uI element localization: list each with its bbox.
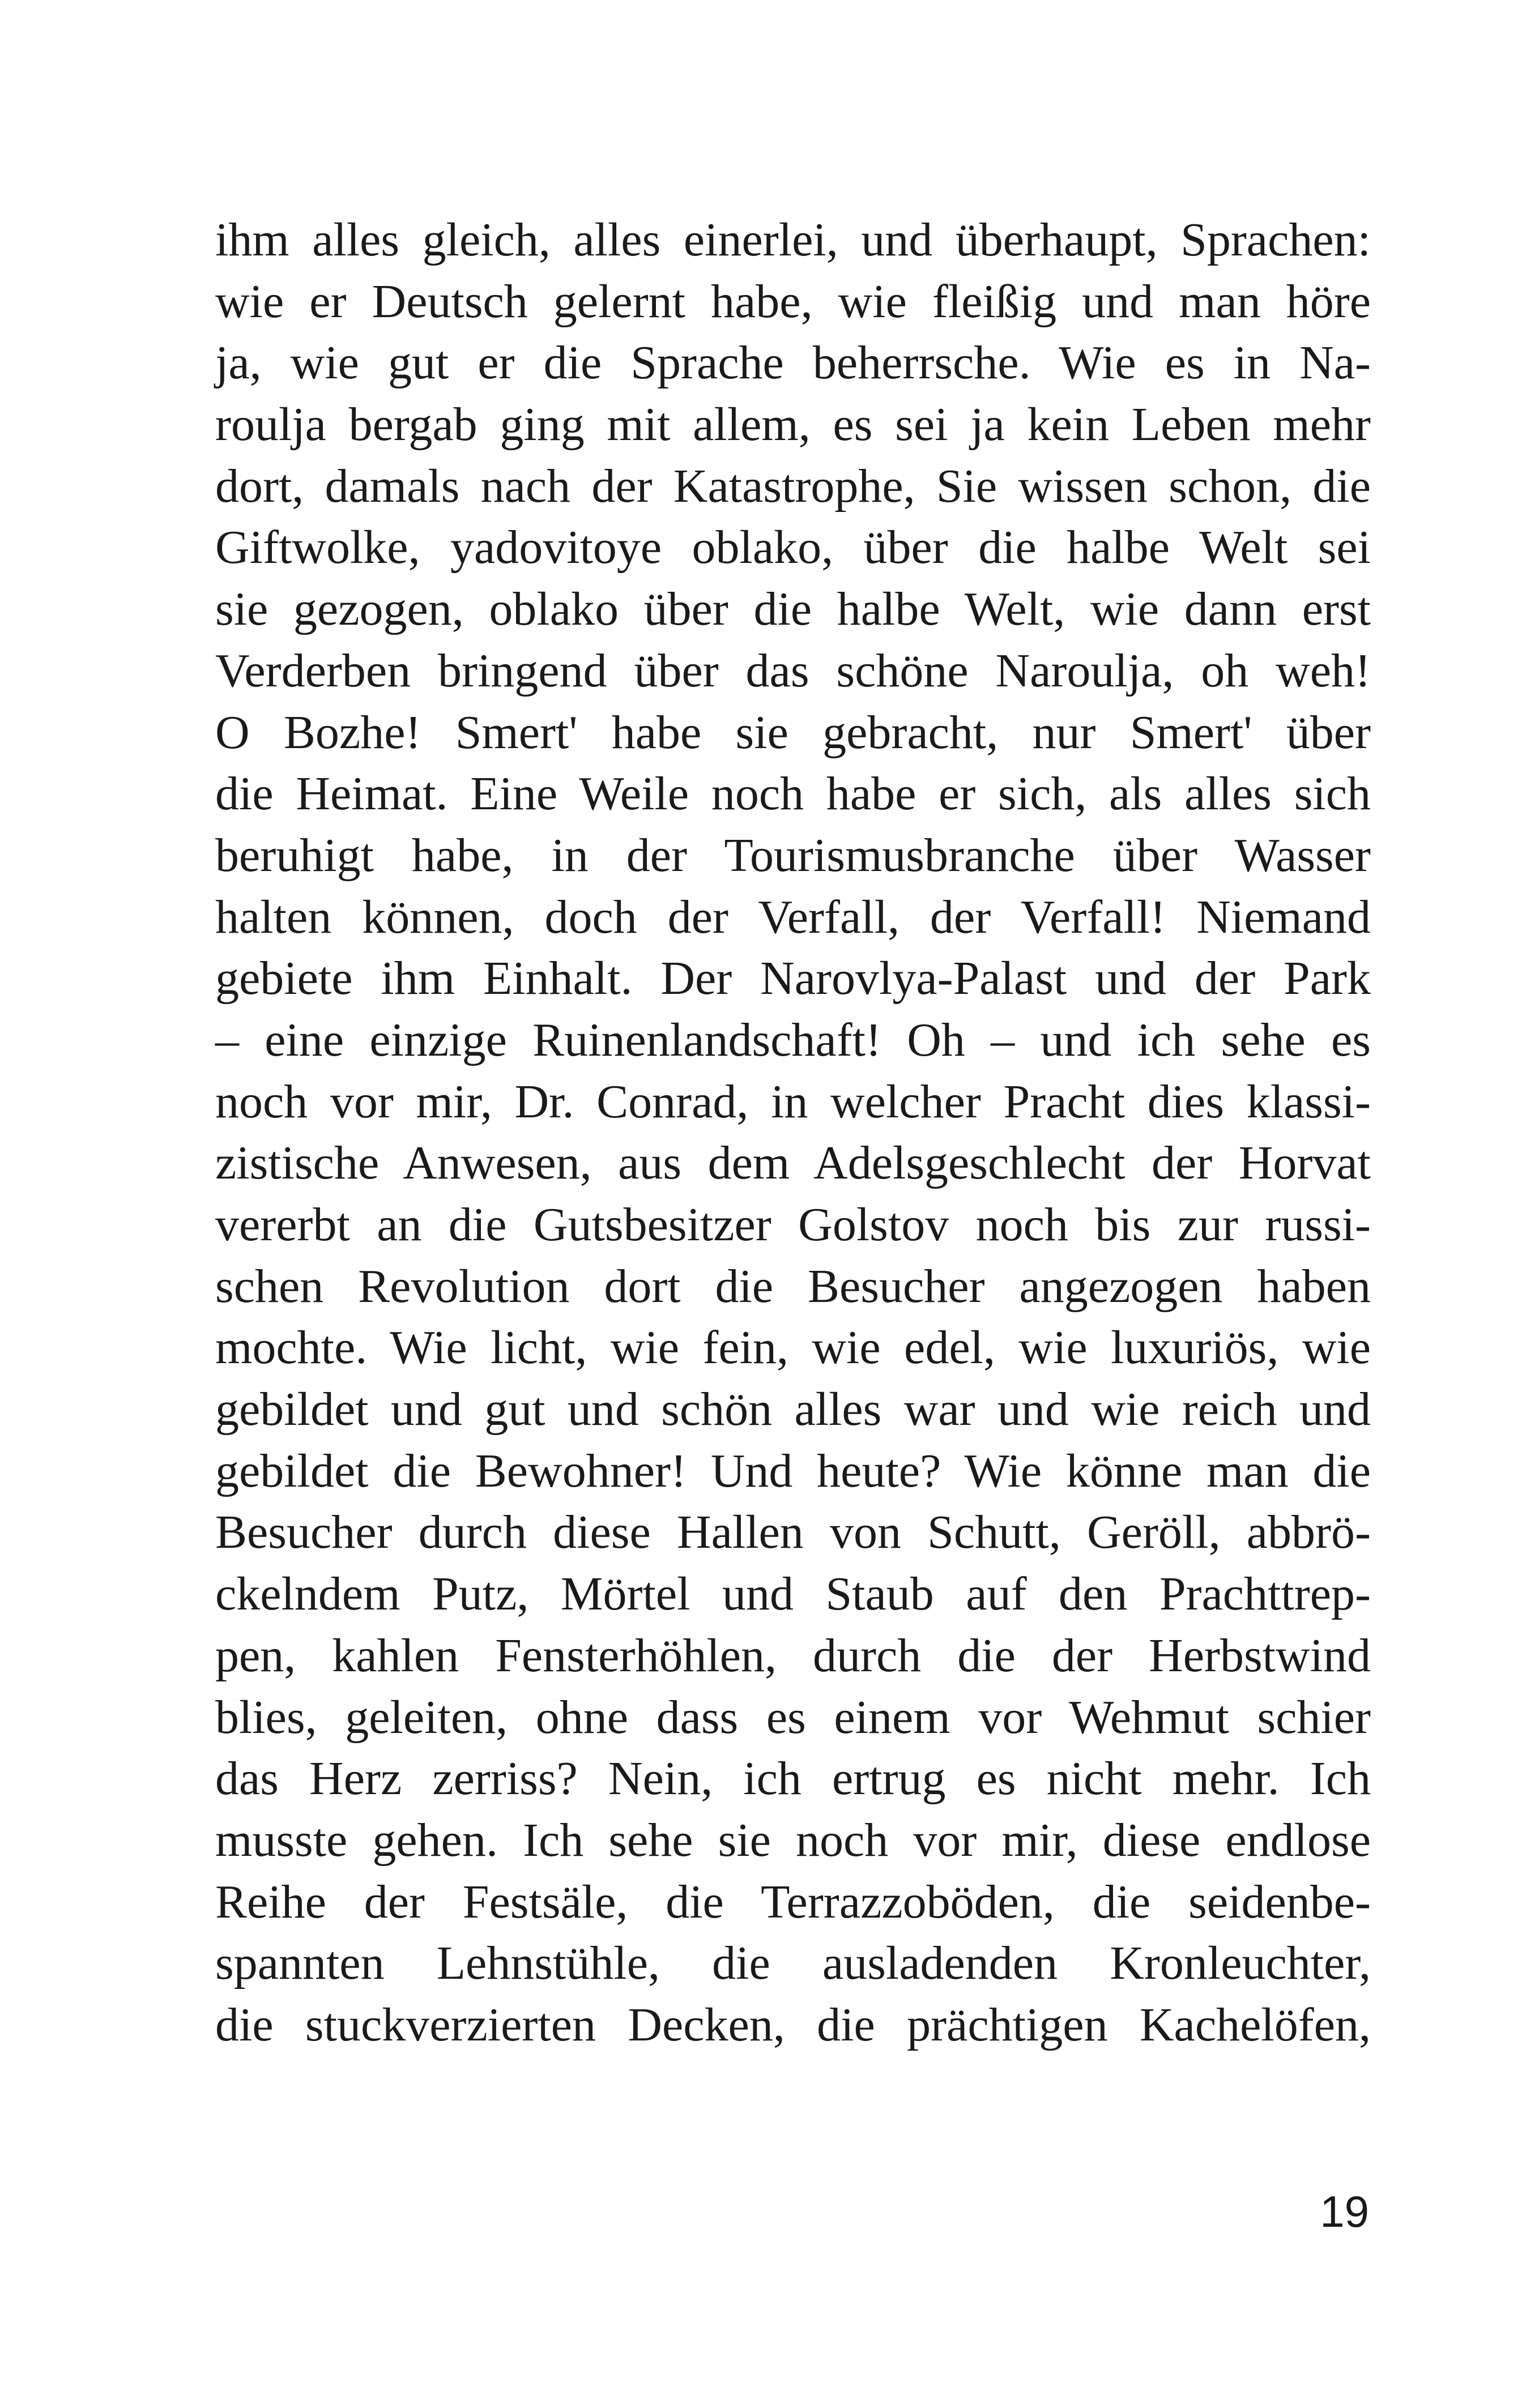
text-line: musste gehen. Ich sehe sie noch vor mir, diese endlose — [215, 1813, 1371, 1867]
text-line: noch vor mir, Dr. Conrad, in welcher Pracht dies klassi- — [215, 1075, 1371, 1128]
text-line: die Heimat. Eine Weile noch habe er sich, als alles sich — [215, 767, 1371, 821]
text-line: roulja bergab ging mit allem, es sei ja kein Leben mehr — [215, 398, 1371, 451]
text-line: Reihe der Festsäle, die Terrazzoböden, die seidenbe- — [215, 1875, 1371, 1928]
text-line: schen Revolution dort die Besucher angezogen haben — [215, 1259, 1371, 1313]
text-line: beruhigt habe, in der Tourismusbranche über Wasser — [215, 829, 1371, 882]
text-line: das Herz zerriss? Nein, ich ertrug es nicht mehr. Ich — [215, 1752, 1371, 1805]
text-line: zistische Anwesen, aus dem Adelsgeschlecht der Horvat — [215, 1137, 1371, 1190]
page-number: 19 — [1320, 2187, 1369, 2236]
text-line: – eine einzige Ruinenlandschaft! Oh – und ich sehe es — [215, 1013, 1371, 1066]
text-line: gebildet die Bewohner! Und heute? Wie könne man die — [215, 1444, 1371, 1497]
text-line: ihm alles gleich, alles einerlei, und überhaupt, Sprachen: — [215, 214, 1371, 266]
text-line: gebiete ihm Einhalt. Der Narovlya-Palast und der Park — [215, 952, 1371, 1005]
text-line: ja, wie gut er die Sprache beherrsche. Wie es in Na- — [215, 336, 1371, 390]
text-line: blies, geleiten, ohne dass es einem vor Wehmut schier — [215, 1690, 1371, 1744]
text-line: pen, kahlen Fensterhöhlen, durch die der Herbstwind — [215, 1629, 1371, 1682]
text-line: Giftwolke, yadovitoye oblako, über die halbe Welt sei — [215, 521, 1371, 574]
text-line: gebildet und gut und schön alles war und wie reich und — [215, 1383, 1371, 1436]
text-line: vererbt an die Gutsbesitzer Golstov noch bis zur russi- — [215, 1198, 1371, 1251]
text-line: wie er Deutsch gelernt habe, wie fleißig und man höre — [215, 275, 1371, 328]
text-line: sie gezogen, oblako über die halbe Welt, wie dann erst — [215, 583, 1371, 636]
text-line: spannten Lehnstühle, die ausladenden Kronleuchter, — [215, 1937, 1371, 1990]
text-line: dort, damals nach der Katastrophe, Sie wissen schon, die — [215, 459, 1371, 513]
text-line: O Bozhe! Smert' habe sie gebracht, nur Smert' über — [215, 706, 1371, 759]
text-line: mochte. Wie licht, wie fein, wie edel, wie luxuriös, wie — [215, 1321, 1371, 1374]
text-line: die stuckverzierten Decken, die prächtigen Kachelöfen, — [215, 1998, 1371, 2051]
text-line: halten können, doch der Verfall, der Verfall! Niemand — [215, 890, 1371, 943]
text-line: ckelndem Putz, Mörtel und Staub auf den Prachttrep- — [215, 1568, 1371, 1621]
text-line: Besucher durch diese Hallen von Schutt, Geröll, abbrö- — [215, 1506, 1371, 1559]
text-line: Verderben bringend über das schöne Naroulja, oh weh! — [215, 644, 1371, 697]
body-text — [215, 210, 1371, 2056]
